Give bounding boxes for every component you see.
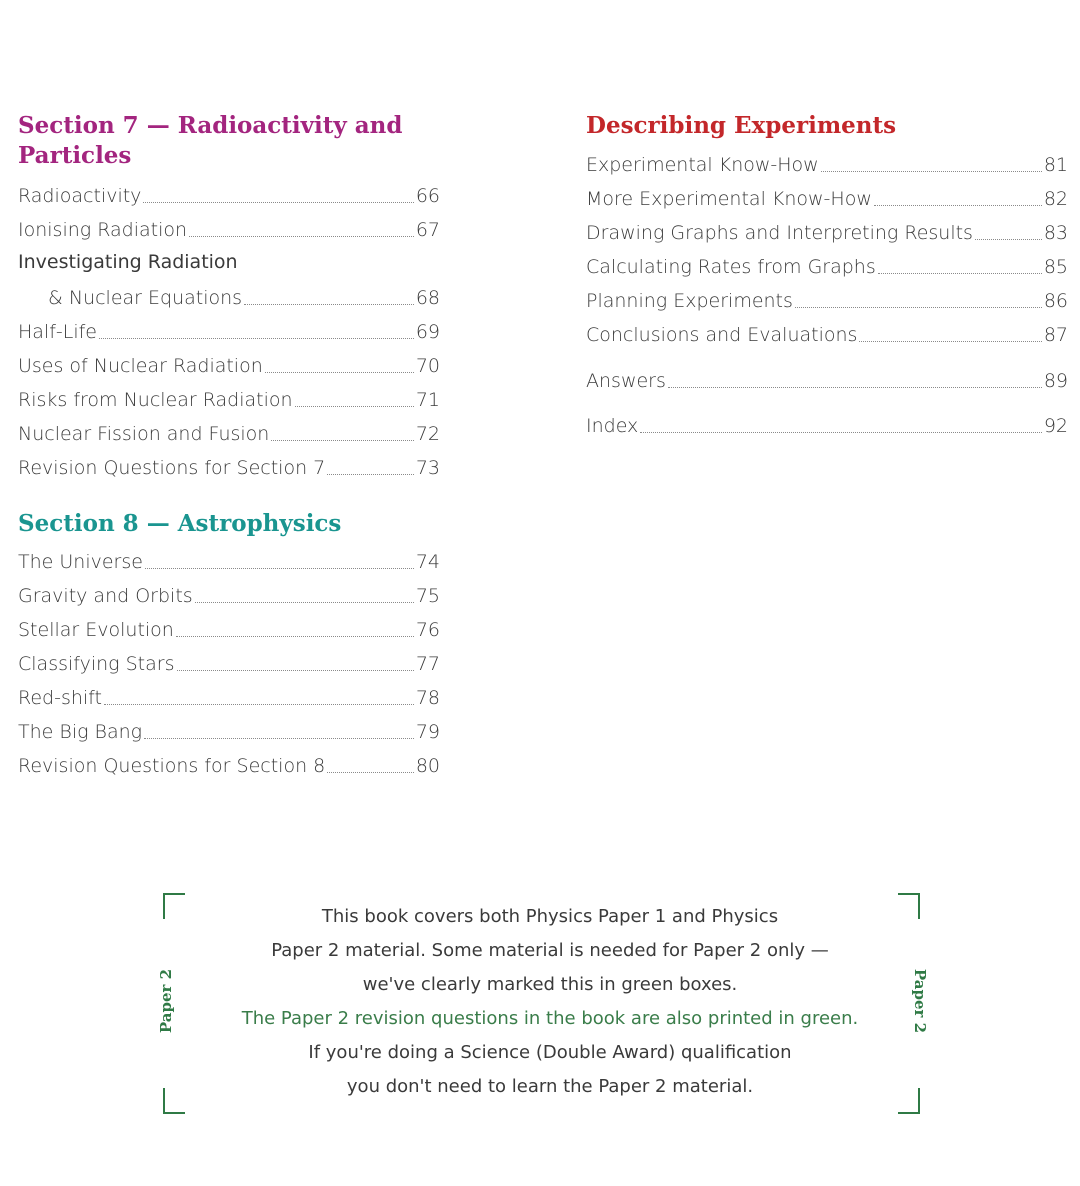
toc-page: 73 xyxy=(415,457,440,479)
dot-leader xyxy=(795,307,1042,308)
note-line: This book covers both Physics Paper 1 and Physics xyxy=(321,906,779,927)
toc-row[interactable] xyxy=(18,609,440,643)
section7-heading xyxy=(18,111,402,171)
dot-leader xyxy=(195,602,414,603)
toc-row[interactable] xyxy=(586,314,1068,348)
toc-title: Radioactivity xyxy=(18,185,142,207)
describing-heading: Describing Experiments xyxy=(586,112,897,139)
section8-heading: Section 8 — Astrophysics xyxy=(18,510,342,537)
toc-page: 66 xyxy=(415,185,440,207)
toc-row[interactable] xyxy=(18,447,440,481)
toc-row[interactable] xyxy=(18,345,440,379)
toc-page: 79 xyxy=(415,721,440,743)
toc-title: Calculating Rates from Graphs xyxy=(586,256,876,278)
section7-heading-line1: Section 7 — Radioactivity and xyxy=(18,112,403,139)
dot-leader xyxy=(144,738,414,739)
toc-page: 68 xyxy=(415,287,440,309)
toc-row-continued[interactable] xyxy=(18,249,238,275)
toc-row[interactable] xyxy=(18,311,440,345)
toc-row[interactable] xyxy=(18,745,440,779)
toc-row[interactable] xyxy=(18,711,440,745)
toc-page: 83 xyxy=(1043,222,1068,244)
toc-page: 87 xyxy=(1043,324,1068,346)
note-line-green: The Paper 2 revision questions in the book are also printed in green. xyxy=(241,1008,859,1029)
toc-page: 78 xyxy=(415,687,440,709)
toc-title: The Big Bang xyxy=(18,721,143,743)
toc-title: Stellar Evolution xyxy=(18,619,174,641)
toc-title: Gravity and Orbits xyxy=(18,585,193,607)
toc-title: Index xyxy=(586,415,639,437)
note-line: we've clearly marked this in green boxes. xyxy=(362,974,738,995)
toc-title: Classifying Stars xyxy=(18,653,175,675)
toc-page: 67 xyxy=(415,219,440,241)
toc-title: Experimental Know-How xyxy=(586,154,819,176)
dot-leader xyxy=(874,205,1042,206)
toc-page: 92 xyxy=(1043,415,1068,437)
toc-row[interactable] xyxy=(586,178,1068,212)
toc-page: 80 xyxy=(415,755,440,777)
toc-row[interactable] xyxy=(586,144,1068,178)
dot-leader xyxy=(177,670,414,671)
toc-title: Drawing Graphs and Interpreting Results xyxy=(586,222,973,244)
dot-leader xyxy=(640,432,1042,433)
toc-title: More Experimental Know-How xyxy=(586,188,872,210)
dot-leader xyxy=(295,406,414,407)
dot-leader xyxy=(859,341,1041,342)
toc-title: Red-shift xyxy=(18,687,102,709)
dot-leader xyxy=(878,273,1042,274)
toc-page: 77 xyxy=(415,653,440,675)
note-line: you don't need to learn the Paper 2 material. xyxy=(346,1076,754,1097)
dot-leader xyxy=(143,202,413,203)
dot-leader xyxy=(176,636,414,637)
dot-leader xyxy=(821,171,1042,172)
toc-title: Revision Questions for Section 7 xyxy=(18,457,326,479)
toc-row[interactable] xyxy=(18,175,440,209)
dot-leader xyxy=(145,568,414,569)
dot-leader xyxy=(104,704,414,705)
toc-row-answers[interactable] xyxy=(586,360,1068,394)
toc-title: Conclusions and Evaluations xyxy=(586,324,858,346)
dot-leader xyxy=(975,239,1042,240)
bracket-bottom-right xyxy=(898,1088,920,1114)
toc-row[interactable] xyxy=(18,209,440,243)
toc-title: Ionising Radiation xyxy=(18,219,188,241)
dot-leader xyxy=(99,338,414,339)
bracket-bottom-left xyxy=(163,1088,185,1114)
toc-page: 89 xyxy=(1043,370,1068,392)
paper2-side-label-right: Paper 2 xyxy=(911,968,930,1034)
toc-row[interactable] xyxy=(18,413,440,447)
toc-page: 69 xyxy=(415,321,440,343)
toc-page: 86 xyxy=(1043,290,1068,312)
toc-row[interactable] xyxy=(18,541,440,575)
toc-row[interactable] xyxy=(586,280,1068,314)
toc-row[interactable] xyxy=(18,643,440,677)
note-line: If you're doing a Science (Double Award) qualification xyxy=(308,1042,792,1063)
toc-row[interactable] xyxy=(18,677,440,711)
toc-page: 74 xyxy=(415,551,440,573)
toc-row[interactable] xyxy=(586,212,1068,246)
toc-page: 72 xyxy=(415,423,440,445)
toc-title: The Universe xyxy=(18,551,143,573)
toc-title: Investigating Radiation xyxy=(18,251,238,273)
toc-row[interactable] xyxy=(48,277,440,311)
toc-page: 70 xyxy=(415,355,440,377)
toc-page: 85 xyxy=(1043,256,1068,278)
dot-leader xyxy=(189,236,414,237)
toc-page: 76 xyxy=(415,619,440,641)
toc-row[interactable] xyxy=(586,246,1068,280)
note-line: Paper 2 material. Some material is needed for Paper 2 only — xyxy=(271,940,829,961)
toc-page: 75 xyxy=(415,585,440,607)
toc-row-index[interactable] xyxy=(586,405,1068,439)
toc-row[interactable] xyxy=(18,575,440,609)
toc-title: Risks from Nuclear Radiation xyxy=(18,389,293,411)
bracket-top-right xyxy=(898,893,920,919)
section7-heading-line2: Particles xyxy=(18,142,132,169)
toc-title: Answers xyxy=(586,370,666,392)
dot-leader xyxy=(271,440,413,441)
toc-title: Half-Life xyxy=(18,321,97,343)
paper2-side-label-left: Paper 2 xyxy=(157,968,176,1034)
dot-leader xyxy=(327,772,414,773)
toc-title: & Nuclear Equations xyxy=(48,287,243,309)
bracket-top-left xyxy=(163,893,185,919)
dot-leader xyxy=(668,387,1042,388)
toc-page: 71 xyxy=(415,389,440,411)
toc-title: Planning Experiments xyxy=(586,290,793,312)
dot-leader xyxy=(265,372,414,373)
toc-row[interactable] xyxy=(18,379,440,413)
toc-page: 81 xyxy=(1043,154,1068,176)
toc-title: Revision Questions for Section 8 xyxy=(18,755,326,777)
toc-title: Nuclear Fission and Fusion xyxy=(18,423,270,445)
dot-leader xyxy=(327,474,414,475)
toc-page: 82 xyxy=(1043,188,1068,210)
dot-leader xyxy=(244,304,414,305)
toc-title: Uses of Nuclear Radiation xyxy=(18,355,263,377)
